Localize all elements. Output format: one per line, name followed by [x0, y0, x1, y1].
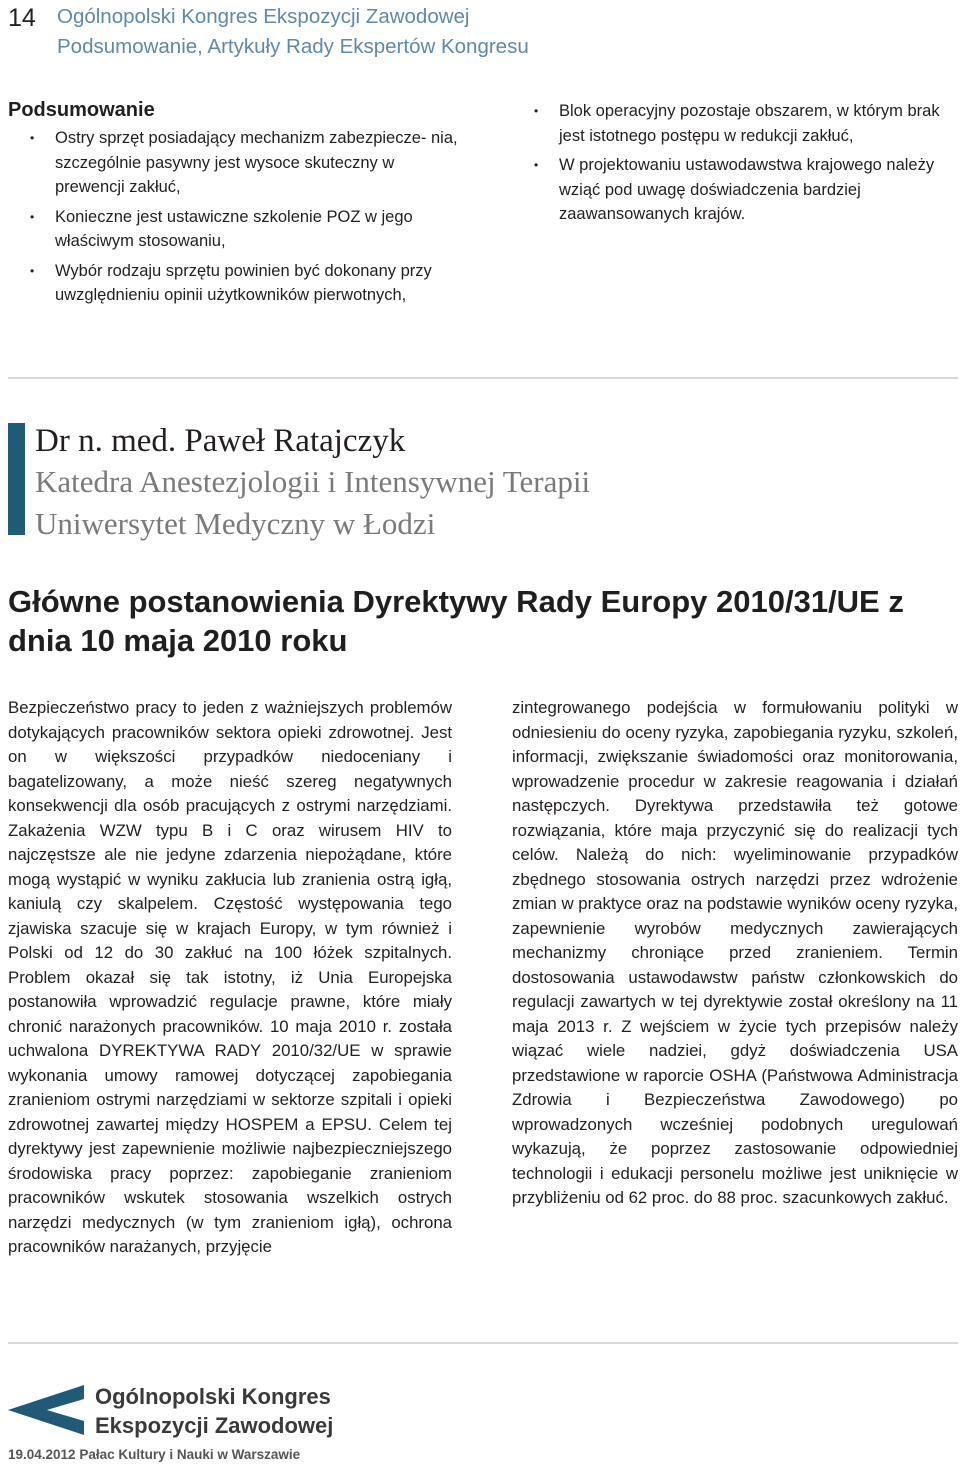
running-header-line1: Ogólnopolski Kongres Ekspozycji Zawodowej [57, 5, 470, 28]
congress-logo-icon [8, 1385, 84, 1435]
list-item: • Blok operacyjny pozostaje obszarem, w którym brak jest istotnego postępu w redukcji zakłuć, [512, 99, 960, 148]
divider [8, 377, 958, 379]
event-date-venue: 19.04.2012 Pałac Kultury i Nauki w Warszawie [8, 1447, 301, 1462]
divider [8, 1342, 958, 1344]
list-item: • W projektowaniu ustawodawstwa krajowego należy wziąć pod uwagę doświadczenia bardziej zaawansowanych krajów. [512, 153, 960, 227]
list-item: • Konieczne jest ustawiczne szkolenie POZ w jego właściwym stosowaniu, [8, 205, 468, 254]
article-column-right: zintegrowanego podejścia w formułowaniu polityki w odniesieniu do oceny ryzyka, zapobiegania ryzyku, szkoleń, informacji, zwiększanie świadomości oraz monitorowania, wprowadzenie procedur w zakresie reagowania i działań następczych. Dyrektywa przedstawiła też gotowe rozwiązania, które maja przyczynić się do realizacji tych celów. Należą do nich: wyeliminowanie przypadków zbędnego stosowania ostrych narzędzi przez wdrożenie zmian w praktyce oraz na podstawie wyników oceny ryzyka, zapewnienie wyrobów medycznych zawierających mechanizmy chroniące przed zranieniem. Termin dostosowania ustawodawstw państw członkowskich do regulacji zawartych w tej dyrektywie został określony na 11 maja 2013 r. Z wejściem w życie tych przepisów należy wiązać wiele nadziei, gdyż doświadczenia USA przedstawione w raporcie OSHA (Państwowa Administracja Zdrowia i Bezpieczeństwa Zawodowego) po wprowadzonych wcześniej podobnych uregulowań wykazują, że poprzez zastosowanie odpowiedniej technologii i edukacji personelu możliwe jest uniknięcie w przybliżeniu od 62 proc. do 88 proc. szacunkowych zakłuć. [512, 698, 958, 1207]
author-accent-bar [8, 423, 25, 535]
summary-right-list [512, 99, 960, 232]
article-title: Główne postanowienia Dyrektywy Rady Europy 2010/31/UE z dnia 10 maja 2010 roku [8, 584, 904, 658]
author-name: Dr n. med. Paweł Ratajczyk [35, 423, 406, 459]
article-column-left: Bezpieczeństwo pracy to jeden z ważniejszych problemów dotykających pracowników sektora opieki zdrowotnej. Jest on w większości przypadków niedoceniany i bagatelizowany, a może nieść szereg negatywnych konsekwencji dla osób pracujących z ostrymi narzędziami. Zakażenia WZW typu B i C oraz wirusem HIV to najczęstsze ale nie jedyne zdarzenia niepożądane, które mogą wystąpić w wyniku zakłucia lub zranienia ostrą igłą, kaniulą czy skalpelem. Częstość występowania tego zjawiska szacuje się w krajach Europy, w tym również i Polski od 12 do 30 zakłuć na 100 łóżek szpitalnych. Problem okazał się tak istotny, iż Unia Europejska postanowiła wprowadzić regulacje prawne, które miały chronić narażonych pracowników. 10 maja 2010 r. została uchwalona DYREKTYWA RADY 2010/32/UE w sprawie wykonania umowy ramowej dotyczącej zapobiegania zranieniom ostrymi narzędziami w sektorze szpitali i opieki zdrowotnej zawartej między HOSPEM a EPSU. Celem tej dyrektywy jest zapewnienie możliwie najbezpieczniejszego środowiska pracy poprzez: zapobieganie zranieniom pracowników wskutek stosowania wszelkich ostrych narzędzi medycznych (w tym zranieniom igłą), ochrona pracowników narażanych, przyjęcie [8, 698, 452, 1256]
logo-text-line2: Ekspozycji Zawodowej [95, 1413, 334, 1438]
list-item: • Wybór rodzaju sprzętu powinien być dokonany przy uwzględnieniu opinii użytkowników pierwotnych, [8, 259, 468, 308]
logo-text-line1: Ogólnopolski Kongres [95, 1384, 331, 1409]
running-header [57, 2, 529, 62]
author-university: Uniwersytet Medyczny w Łodzi [35, 506, 436, 541]
summary-left-list [8, 126, 468, 313]
author-department: Katedra Anestezjologii i Intensywnej Terapii [35, 464, 591, 499]
running-header-line2: Podsumowanie, Artykuły Rady Ekspertów Kongresu [57, 35, 529, 58]
page-number: 14 [8, 4, 36, 32]
summary-title: Podsumowanie [8, 99, 155, 121]
list-item: • Ostry sprzęt posiadający mechanizm zabezpiecze- nia, szczególnie pasywny jest wysoce skuteczny w prewencji zakłuć, [8, 126, 468, 200]
